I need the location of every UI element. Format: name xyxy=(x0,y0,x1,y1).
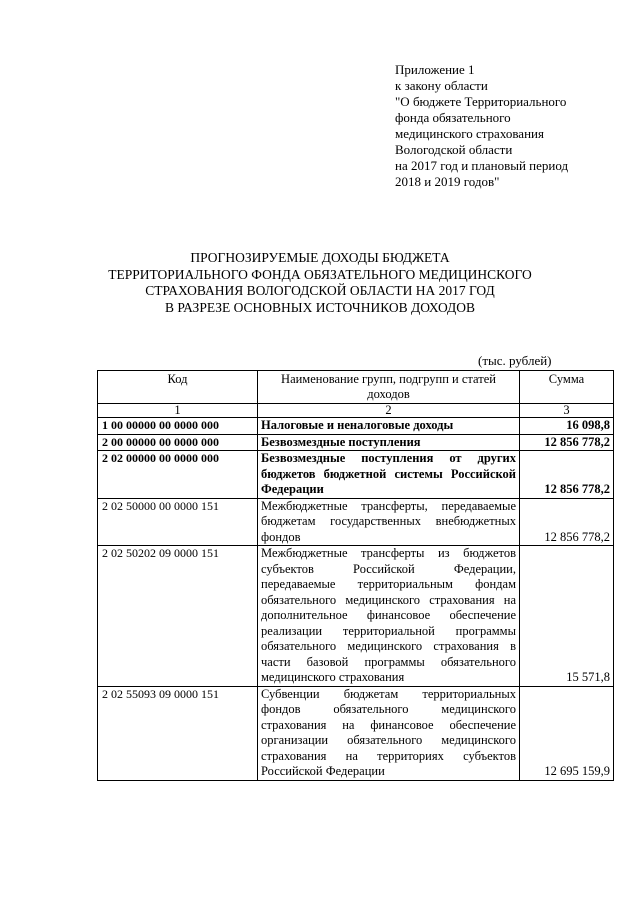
revenue-table xyxy=(97,370,614,781)
table-row xyxy=(98,686,614,780)
table-row xyxy=(98,498,614,546)
row-code: 2 02 50202 09 0000 151 xyxy=(98,546,258,687)
row-name: Межбюджетные трансферты, передаваемые бюджетам государственных внебюджетных фондов xyxy=(258,498,520,546)
row-sum: 12 695 159,9 xyxy=(520,686,614,780)
header-code: Код xyxy=(98,371,258,404)
row-code: 2 02 55093 09 0000 151 xyxy=(98,686,258,780)
units-label: (тыс. рублей) xyxy=(478,353,552,368)
appendix-line: Приложение 1 xyxy=(395,62,475,77)
row-code: 2 00 00000 00 0000 000 xyxy=(98,434,258,451)
title-line: ПРОГНОЗИРУЕМЫЕ ДОХОДЫ БЮДЖЕТА xyxy=(190,250,450,265)
row-sum: 12 856 778,2 xyxy=(520,434,614,451)
table-row xyxy=(98,451,614,499)
appendix-line: 2018 и 2019 годов" xyxy=(395,174,500,189)
document-title xyxy=(80,250,560,316)
column-number: 2 xyxy=(258,404,520,418)
row-code: 1 00 00000 00 0000 000 xyxy=(98,418,258,435)
table-row xyxy=(98,546,614,687)
column-number: 1 xyxy=(98,404,258,418)
row-name: Субвенции бюджетам территориальных фондов обязательного медицинского страхования на финансовое обеспечение организации обязательного медицинского страхования на территориях субъектов Российской Федерации xyxy=(258,686,520,780)
appendix-line: фонда обязательного xyxy=(395,110,511,125)
appendix-note xyxy=(395,62,625,190)
header-name: Наименование групп, подгрупп и статей доходов xyxy=(258,371,520,404)
row-name: Межбюджетные трансферты из бюджетов субъектов Российской Федерации, передаваемые территориальным фондам обязательного медицинского страхования на дополнительное финансовое обеспечение реализации территориальной программы обязательного медицинского страхования в части базовой программы обязательного медицинского страхования xyxy=(258,546,520,687)
title-line: ТЕРРИТОРИАЛЬНОГО ФОНДА ОБЯЗАТЕЛЬНОГО МЕДИЦИНСКОГО xyxy=(108,266,532,282)
row-name: Налоговые и неналоговые доходы xyxy=(258,418,520,435)
row-sum: 12 856 778,2 xyxy=(520,498,614,546)
row-code: 2 02 50000 00 0000 151 xyxy=(98,498,258,546)
column-number-row xyxy=(98,404,614,418)
table-row xyxy=(98,434,614,451)
row-name: Безвозмездные поступления от других бюджетов бюджетной системы Российской Федерации xyxy=(258,451,520,499)
title-line: В РАЗРЕЗЕ ОСНОВНЫХ ИСТОЧНИКОВ ДОХОДОВ xyxy=(164,299,476,315)
table-row xyxy=(98,418,614,435)
row-code: 2 02 00000 00 0000 000 xyxy=(98,451,258,499)
column-number: 3 xyxy=(520,404,614,418)
appendix-line: медицинского страхования xyxy=(395,126,544,141)
title-line: СТРАХОВАНИЯ ВОЛОГОДСКОЙ ОБЛАСТИ НА 2017 ГОД xyxy=(145,283,495,298)
appendix-line: на 2017 год и плановый период xyxy=(395,158,569,173)
row-sum: 15 571,8 xyxy=(520,546,614,687)
table-header-row xyxy=(98,371,614,404)
appendix-line: Вологодской области xyxy=(395,142,513,157)
appendix-line: "О бюджете Территориального xyxy=(395,94,567,109)
appendix-line: к закону области xyxy=(395,78,488,93)
header-sum: Сумма xyxy=(520,371,614,404)
row-name: Безвозмездные поступления xyxy=(258,434,520,451)
row-sum: 16 098,8 xyxy=(520,418,614,435)
row-sum: 12 856 778,2 xyxy=(520,451,614,499)
